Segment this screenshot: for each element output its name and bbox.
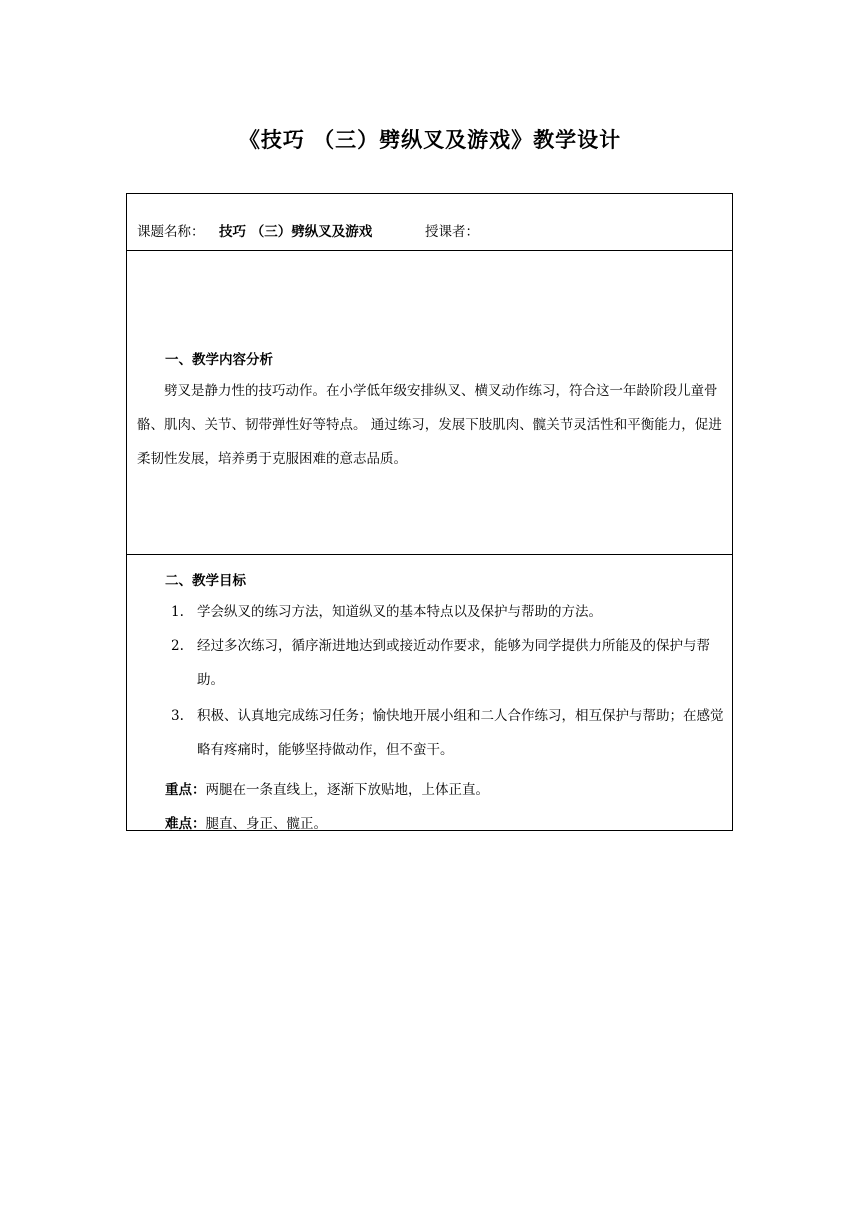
- page-title: 《技巧 （三）劈纵叉及游戏》教学设计: [238, 128, 622, 152]
- objective-item: 积极、认真地完成练习任务；愉快地开展小组和二人合作练习，相互保护与帮助；在感觉略有疼痛时，能够坚持做动作，但不蛮干。: [197, 708, 724, 758]
- row-divider: [127, 250, 732, 251]
- key-point: [165, 778, 489, 798]
- difficulty-point: [165, 812, 327, 832]
- course-label: 课题名称：: [137, 224, 205, 240]
- lesson-table: [126, 193, 733, 831]
- key-point-label: 重点：: [165, 782, 206, 798]
- difficulty-text: 腿直、身正、髋正。: [205, 816, 327, 832]
- objective-number: 2.: [171, 638, 184, 654]
- objective-number: 1.: [171, 604, 184, 620]
- key-point-text: 两腿在一条直线上，逐渐下放贴地，上体正直。: [205, 782, 489, 798]
- section-heading-objectives: 二、教学目标: [165, 573, 246, 589]
- objective-number: 3.: [171, 708, 184, 724]
- course-name: 技巧 （三）劈纵叉及游戏: [219, 224, 373, 240]
- objective-item: 经过多次练习，循序渐进地达到或接近动作要求，能够为同学提供力所能及的保护与帮助。: [197, 638, 710, 688]
- row-divider: [127, 554, 732, 555]
- difficulty-label: 难点：: [165, 816, 206, 832]
- content-analysis-paragraph: 劈叉是静力性的技巧动作。在小学低年级安排纵叉、横叉动作练习，符合这一年龄阶段儿童骨骼、肌肉、关节、韧带弹性好等特点。 通过练习，发展下肢肌肉、髋关节灵活性和平衡能力，促进柔韧性发展，培养勇于克服困难的意志品质。: [137, 383, 722, 467]
- objective-item: 学会纵叉的练习方法，知道纵叉的基本特点以及保护与帮助的方法。: [197, 604, 602, 620]
- teacher-label: 授课者：: [425, 224, 479, 240]
- section-heading-content-analysis: 一、教学内容分析: [165, 352, 273, 368]
